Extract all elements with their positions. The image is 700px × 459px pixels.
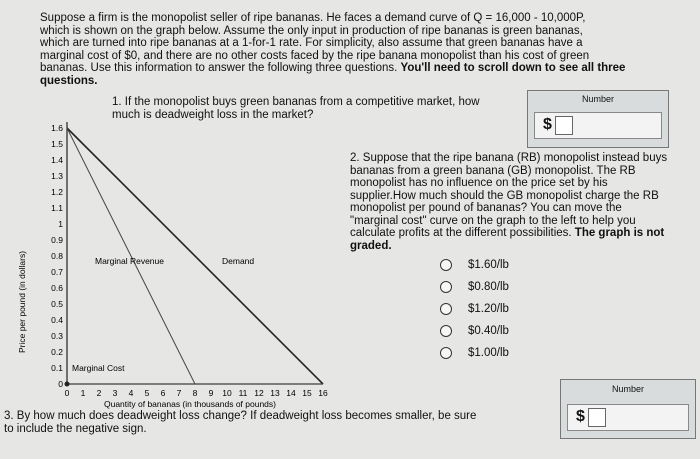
y-tick-label: 0: [58, 379, 63, 389]
answer-3-box: [560, 379, 696, 439]
option-5[interactable]: [440, 344, 509, 362]
y-tick-label: 1.1: [51, 203, 63, 213]
option-label: $1.00/lb: [468, 347, 509, 359]
answer-1-box: [527, 90, 669, 148]
question-2-line: supplier.How much should the GB monopolist charge the RB: [350, 189, 659, 202]
question-2-line: monopolist has no influence on the price set by his: [350, 177, 608, 189]
y-tick-label: 1.5: [51, 139, 63, 149]
x-tick-labels: [65, 388, 328, 398]
radio-button[interactable]: [440, 325, 452, 337]
question-2-line: monopolist per pound of bananas? You can move the: [350, 202, 622, 214]
intro-line: which is shown on the graph below. Assume the only input in production of ripe bananas is green bananas,: [40, 24, 583, 37]
radio-button[interactable]: [440, 259, 452, 271]
demand-label: Demand: [222, 256, 255, 266]
scroll-hint: You'll need to scroll down to see all three: [400, 62, 626, 74]
option-4[interactable]: [440, 322, 509, 340]
not-graded-note: The graph is not: [574, 227, 665, 239]
x-tick-label: 13: [270, 388, 280, 398]
y-tick-label: 0.2: [51, 347, 63, 357]
x-tick-label: 11: [238, 388, 248, 398]
answer-3-label: Number: [611, 384, 644, 394]
x-tick-label: 4: [128, 388, 134, 398]
question-1-line: 1. If the monopolist buys green bananas from a competitive market, how: [112, 96, 480, 108]
x-tick-label: 16: [318, 388, 328, 398]
marginal-cost-handle[interactable]: [65, 382, 70, 387]
y-tick-label: 1.4: [51, 155, 63, 165]
option-label: $0.40/lb: [468, 325, 509, 337]
y-tick-label: 1.6: [51, 123, 63, 133]
option-3[interactable]: [440, 300, 509, 318]
question-3-line: to include the negative sign.: [4, 422, 147, 435]
y-tick-label: 0.8: [51, 251, 63, 261]
x-tick-label: 8: [192, 388, 198, 398]
question-2-line: [350, 227, 690, 240]
y-tick-label: 1: [58, 219, 63, 229]
question-2-line: graded.: [350, 239, 392, 252]
intro-text: bananas. Use this information to answer the following three questions.: [40, 62, 401, 74]
option-2[interactable]: [440, 278, 509, 296]
y-tick-label: 0.6: [51, 283, 63, 293]
dollar-sign: $: [543, 116, 552, 133]
question-3-line: 3. By how much does deadweight loss change? If deadweight loss becomes smaller, be sure: [4, 410, 477, 422]
marginal-cost-label: Marginal Cost: [72, 363, 125, 373]
y-tick-label: 0.3: [51, 331, 63, 341]
y-tick-label: 0.1: [51, 363, 63, 373]
y-tick-labels: [51, 123, 63, 389]
intro-paragraph: [40, 12, 680, 87]
intro-line: [40, 62, 680, 75]
question-2-line: bananas from a green banana (GB) monopolist. The RB: [350, 164, 636, 177]
x-tick-label: 10: [222, 388, 232, 398]
radio-button[interactable]: [440, 347, 452, 359]
x-tick-label: 5: [144, 388, 150, 398]
answer-3-field: [567, 404, 689, 431]
x-tick-label: 15: [302, 388, 312, 398]
x-tick-label: 0: [64, 388, 70, 398]
intro-line: questions.: [40, 74, 98, 87]
question-3: [4, 410, 564, 435]
answer-1-label: Number: [581, 94, 614, 104]
y-tick-label: 0.4: [51, 315, 63, 325]
y-axis-label: Price per pound (in dollars): [17, 250, 27, 354]
x-tick-label: 12: [254, 388, 264, 398]
y-tick-label: 0.7: [51, 267, 63, 277]
answer-1-field: [534, 112, 662, 139]
question-2: [350, 152, 690, 252]
intro-line: marginal cost of $0, and there are no other costs faced by the ripe banana monopolist than his cost of green: [40, 49, 590, 62]
question-1-line: much is deadweight loss in the market?: [112, 108, 314, 121]
y-tick-label: 0.9: [51, 235, 63, 245]
option-label: $1.60/lb: [468, 259, 509, 271]
y-tick-label: 1.2: [51, 187, 63, 197]
y-tick-label: 0.5: [51, 299, 63, 309]
demand-chart: [0, 112, 350, 412]
question-2-text: calculate profits at the different possibilities.: [350, 227, 575, 239]
x-tick-label: 1: [80, 388, 86, 398]
marginal-revenue-label: Marginal Revenue: [95, 256, 164, 266]
x-tick-label: 9: [208, 388, 214, 398]
radio-button[interactable]: [440, 303, 452, 315]
option-label: $1.20/lb: [468, 303, 509, 315]
y-tick-label: 1.3: [51, 171, 63, 181]
x-tick-label: 6: [160, 388, 166, 398]
x-tick-label: 14: [286, 388, 296, 398]
question-2-line: "marginal cost" curve on the graph to the left to help you: [350, 214, 636, 227]
x-tick-label: 3: [112, 388, 118, 398]
answer-3-input[interactable]: [588, 408, 606, 427]
question-2-line: 2. Suppose that the ripe banana (RB) monopolist instead buys: [350, 152, 668, 164]
option-1[interactable]: [440, 256, 509, 274]
answer-1-input[interactable]: [555, 116, 573, 135]
x-tick-label: 7: [176, 388, 182, 398]
intro-line: which are turned into ripe bananas at a 1-for-1 rate. For simplicity, also assume that green bananas have a: [40, 37, 583, 49]
intro-line: Suppose a firm is the monopolist seller of ripe bananas. He faces a demand curve of Q = 16,000 - 10,000P,: [40, 12, 586, 24]
option-label: $0.80/lb: [468, 281, 509, 293]
x-tick-label: 2: [96, 388, 102, 398]
x-axis-label: Quantity of bananas (in thousands of pounds): [103, 399, 277, 409]
dollar-sign: $: [576, 408, 585, 425]
radio-button[interactable]: [440, 281, 452, 293]
